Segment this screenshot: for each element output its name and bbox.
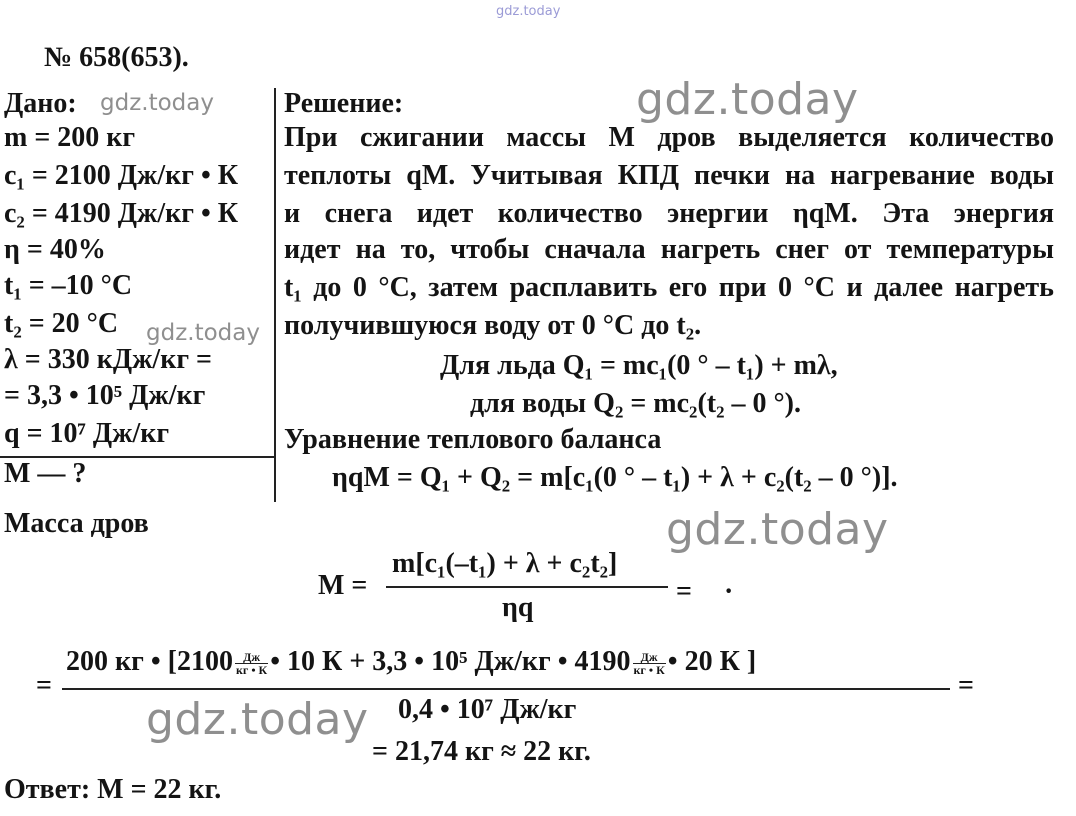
formula-numerator: m[c₁(–t₁) + λ + c₂t₂] <box>392 548 618 579</box>
unit-fraction <box>235 651 268 676</box>
given-item: c₂ = 4190 Дж/кг • К <box>4 198 239 229</box>
unit-fraction-num: Дж <box>633 651 666 664</box>
given-vertical-rule <box>274 88 276 502</box>
calc-numerator <box>66 646 756 678</box>
calc-numerator-part-b: • 10 К + 3,3 • 10⁵ Дж/кг • 4190 <box>270 646 631 677</box>
mass-heading: Масса дров <box>4 508 149 539</box>
watermark-small-1: gdz.today <box>100 90 214 116</box>
watermark-small-2: gdz.today <box>146 320 260 346</box>
solution-line: При сжигании массы M дров выделяется количество <box>284 122 1054 153</box>
formula-fraction-bar <box>386 586 668 588</box>
watermark-big-1: gdz.today <box>636 74 859 125</box>
watermark-big-3: gdz.today <box>146 694 369 745</box>
solution-line: t₁ до 0 °С, затем расплавить его при 0 °С и далее нагреть <box>284 272 1054 303</box>
calc-numerator-part-a: 200 кг • [2100 <box>66 646 233 677</box>
calc-equals-left: = <box>36 670 52 701</box>
answer: Ответ: M = 22 кг. <box>4 774 222 805</box>
unit-fraction-den: кг • К <box>633 663 665 678</box>
stray-dot: · <box>724 576 734 607</box>
unit-fraction <box>633 651 666 676</box>
given-item: η = 40% <box>4 234 106 265</box>
given-item: = 3,3 • 10⁵ Дж/кг <box>4 380 206 411</box>
formula-denominator: ηq <box>502 592 534 623</box>
solution-line: теплоты qM. Учитывая КПД печки на нагревание воды <box>284 160 1054 191</box>
given-heading: Дано: <box>4 88 77 119</box>
unit-fraction-num: Дж <box>235 651 268 664</box>
given-item: λ = 330 кДж/кг = <box>4 344 212 375</box>
solution-line: получившуюся воду от 0 °С до t₂. <box>284 310 702 341</box>
given-item: m = 200 кг <box>4 122 136 153</box>
ice-equation: Для льда Q₁ = mc₁(0 ° – t₁) + mλ, <box>440 350 838 381</box>
calc-denominator: 0,4 • 10⁷ Дж/кг <box>398 694 577 725</box>
solution-line: и снега идет количество энергии ηqM. Эта энергия <box>284 198 1054 229</box>
water-equation: для воды Q₂ = mc₂(t₂ – 0 °). <box>470 388 802 419</box>
solution-line: идет на то, чтобы сначала нагреть снег от температуры <box>284 234 1054 265</box>
given-item: t₁ = –10 °С <box>4 270 133 301</box>
formula-equals: = <box>676 576 692 607</box>
problem-number: № 658(653). <box>44 42 189 73</box>
given-item: t₂ = 20 °С <box>4 308 119 339</box>
given-item: q = 10⁷ Дж/кг <box>4 418 170 449</box>
solution-heading: Решение: <box>284 88 404 119</box>
find-item: M — ? <box>4 458 87 489</box>
formula-lhs: M = <box>318 570 368 601</box>
calc-fraction-bar <box>62 688 950 690</box>
watermark-top: gdz.today <box>496 4 561 19</box>
calc-result: = 21,74 кг ≈ 22 кг. <box>372 736 591 767</box>
given-item: c₁ = 2100 Дж/кг • К <box>4 160 239 191</box>
watermark-big-2: gdz.today <box>666 504 889 555</box>
balance-heading: Уравнение теплового баланса <box>284 424 662 455</box>
balance-equation: ηqM = Q₁ + Q₂ = m[c₁(0 ° – t₁) + λ + c₂(t₂ – 0 °)]. <box>332 462 898 493</box>
unit-fraction-den: кг • К <box>235 663 268 678</box>
calc-equals-right: = <box>958 670 974 701</box>
calc-numerator-part-c: • 20 К ] <box>667 646 757 677</box>
